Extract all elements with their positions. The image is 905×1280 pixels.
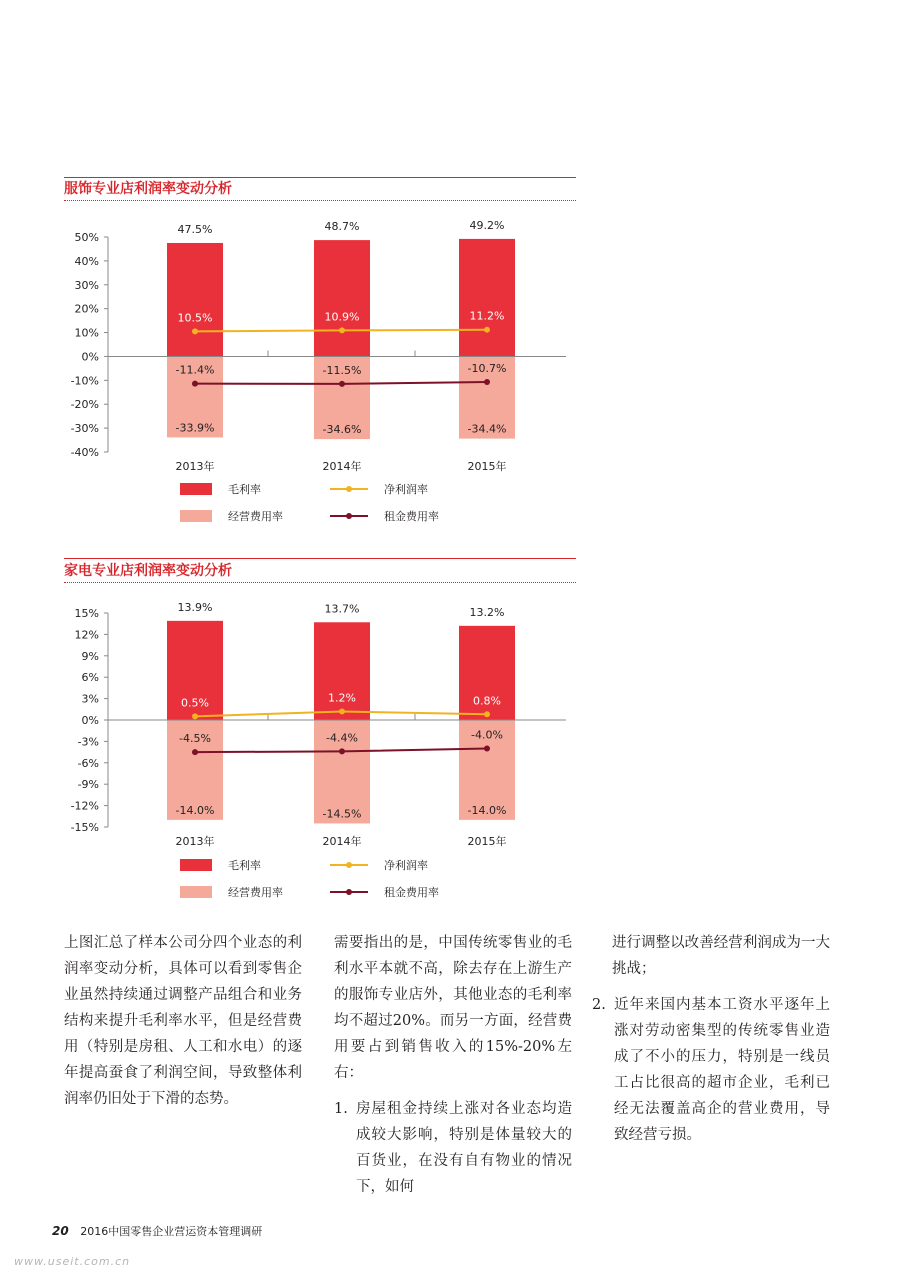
net-margin-point <box>192 713 198 719</box>
text-column-2 <box>334 930 572 1200</box>
page-number: 20 <box>52 1224 69 1238</box>
gross-margin-label: 47.5% <box>177 222 213 236</box>
y-tick-label: 40% <box>74 254 99 268</box>
rent-ratio-point <box>339 748 345 754</box>
category-label: 2013年 <box>175 835 215 848</box>
gross-margin-label: 13.9% <box>177 600 213 614</box>
text-column-3 <box>592 930 830 1148</box>
opex-ratio-label: -14.0% <box>467 803 507 817</box>
y-tick-label: 30% <box>74 278 99 292</box>
opex-ratio-label: -34.4% <box>467 422 507 436</box>
legend-label-rent: 租金费用率 <box>384 886 439 899</box>
y-tick-label: -15% <box>70 821 99 834</box>
category-label: 2014年 <box>322 460 362 473</box>
net-margin-label: 1.2% <box>328 691 356 705</box>
list-number-1: 1. <box>334 1101 348 1117</box>
chart-2-title: 家电专业店利润率变动分析 <box>64 563 232 579</box>
y-tick-label: 15% <box>74 607 99 620</box>
legend-label-gross: 毛利率 <box>228 859 261 872</box>
paragraph-1: 上图汇总了样本公司分四个业态的利润率变动分析，具体可以看到零售企业虽然持续通过调整产品组合和业务结构来提升毛利率水平，但是经营费用（特别是房租、人工和水电）的逐年提高蚕食了利润空间，导致整体利润率仍旧处于下滑的态势。 <box>64 935 302 1107</box>
rent-ratio-label: -4.0% <box>471 728 503 742</box>
page-footer <box>52 1223 262 1239</box>
y-tick-label: 3% <box>81 692 99 706</box>
rent-ratio-point <box>192 749 198 755</box>
gross-margin-label: 13.7% <box>324 602 360 616</box>
legend-label-net: 净利润率 <box>384 859 428 872</box>
list-text-1: 房屋租金持续上涨对各业态均造成较大影响，特别是体量较大的百货业，在没有自有物业的情况下，如何 <box>356 1101 572 1195</box>
y-tick-label: -10% <box>70 374 99 388</box>
paragraph-2: 需要指出的是，中国传统零售业的毛利水平本就不高，除去存在上游生产的服饰专业店外，其他业态的毛利率均不超过20%。而另一方面，经营费用要占到销售收入的15%-20%左右： <box>334 935 572 1081</box>
y-tick-label: -9% <box>77 778 99 792</box>
footer-title: 2016中国零售企业营运资本管理调研 <box>80 1225 263 1238</box>
gross-margin-label: 13.2% <box>469 605 505 619</box>
opex-ratio-label: -14.5% <box>322 807 362 821</box>
y-tick-label: 0% <box>81 714 99 727</box>
net-margin-label: 11.2% <box>469 309 505 323</box>
list-text-2: 近年来国内基本工资水平逐年上涨对劳动密集型的传统零售业造成了不小的压力，特别是一线员工占比很高的超市企业，毛利已经无法覆盖高企的营业费用，导致经营亏损。 <box>614 997 830 1143</box>
opex-ratio-label: -33.9% <box>175 421 215 435</box>
legend-label-gross: 毛利率 <box>228 483 261 496</box>
legend-swatch-opex <box>180 886 212 898</box>
legend-marker-net <box>346 862 352 868</box>
text-column-1 <box>64 930 302 1112</box>
y-tick-label: 0% <box>81 350 99 364</box>
legend-label-opex: 经营费用率 <box>228 510 283 523</box>
net-margin-point <box>484 711 490 717</box>
category-label: 2014年 <box>322 835 362 848</box>
list-item-1 <box>334 1096 572 1200</box>
rent-ratio-label: -4.5% <box>179 732 211 746</box>
y-tick-label: -12% <box>70 799 99 813</box>
net-margin-label: 10.9% <box>324 310 360 324</box>
net-margin-label: 0.8% <box>473 694 501 708</box>
category-label: 2013年 <box>175 460 215 473</box>
opex-ratio-label: -14.0% <box>175 803 215 817</box>
y-tick-label: -40% <box>70 446 99 459</box>
y-tick-label: 9% <box>81 649 99 663</box>
y-tick-label: 6% <box>81 671 99 685</box>
y-tick-label: -20% <box>70 398 99 412</box>
y-tick-label: -30% <box>70 422 99 436</box>
legend-marker-rent <box>346 889 352 895</box>
chart-1-title: 服饰专业店利润率变动分析 <box>64 181 232 197</box>
legend-label-net: 净利润率 <box>384 483 428 496</box>
net-margin-label: 0.5% <box>181 696 209 710</box>
gross-margin-bar <box>314 622 370 720</box>
rent-ratio-label: -11.5% <box>322 363 362 377</box>
legend-label-opex: 经营费用率 <box>228 886 283 899</box>
gross-margin-label: 48.7% <box>324 220 360 234</box>
legend-label-rent: 租金费用率 <box>384 510 439 523</box>
list-number-2: 2. <box>592 997 606 1013</box>
category-label: 2015年 <box>467 460 507 473</box>
net-margin-point <box>339 708 345 714</box>
gross-margin-label: 49.2% <box>469 218 505 232</box>
rent-ratio-label: -4.4% <box>326 731 358 745</box>
list-item-2 <box>592 992 830 1148</box>
category-label: 2015年 <box>467 835 507 848</box>
y-tick-label: 10% <box>74 326 99 340</box>
rent-ratio-label: -11.4% <box>175 363 215 377</box>
watermark: www.useit.com.cn <box>14 1255 131 1268</box>
y-tick-label: 50% <box>74 231 99 244</box>
y-tick-label: 20% <box>74 302 99 316</box>
y-tick-label: -3% <box>77 735 99 749</box>
rent-ratio-point <box>484 746 490 752</box>
legend-swatch-gross <box>180 859 212 871</box>
y-tick-label: 12% <box>74 628 99 642</box>
y-tick-label: -6% <box>77 756 99 770</box>
rent-ratio-label: -10.7% <box>467 362 507 376</box>
opex-ratio-label: -34.6% <box>322 423 362 437</box>
net-margin-label: 10.5% <box>177 311 213 325</box>
paragraph-3: 进行调整以改善经营利润成为一大挑战； <box>612 935 830 977</box>
